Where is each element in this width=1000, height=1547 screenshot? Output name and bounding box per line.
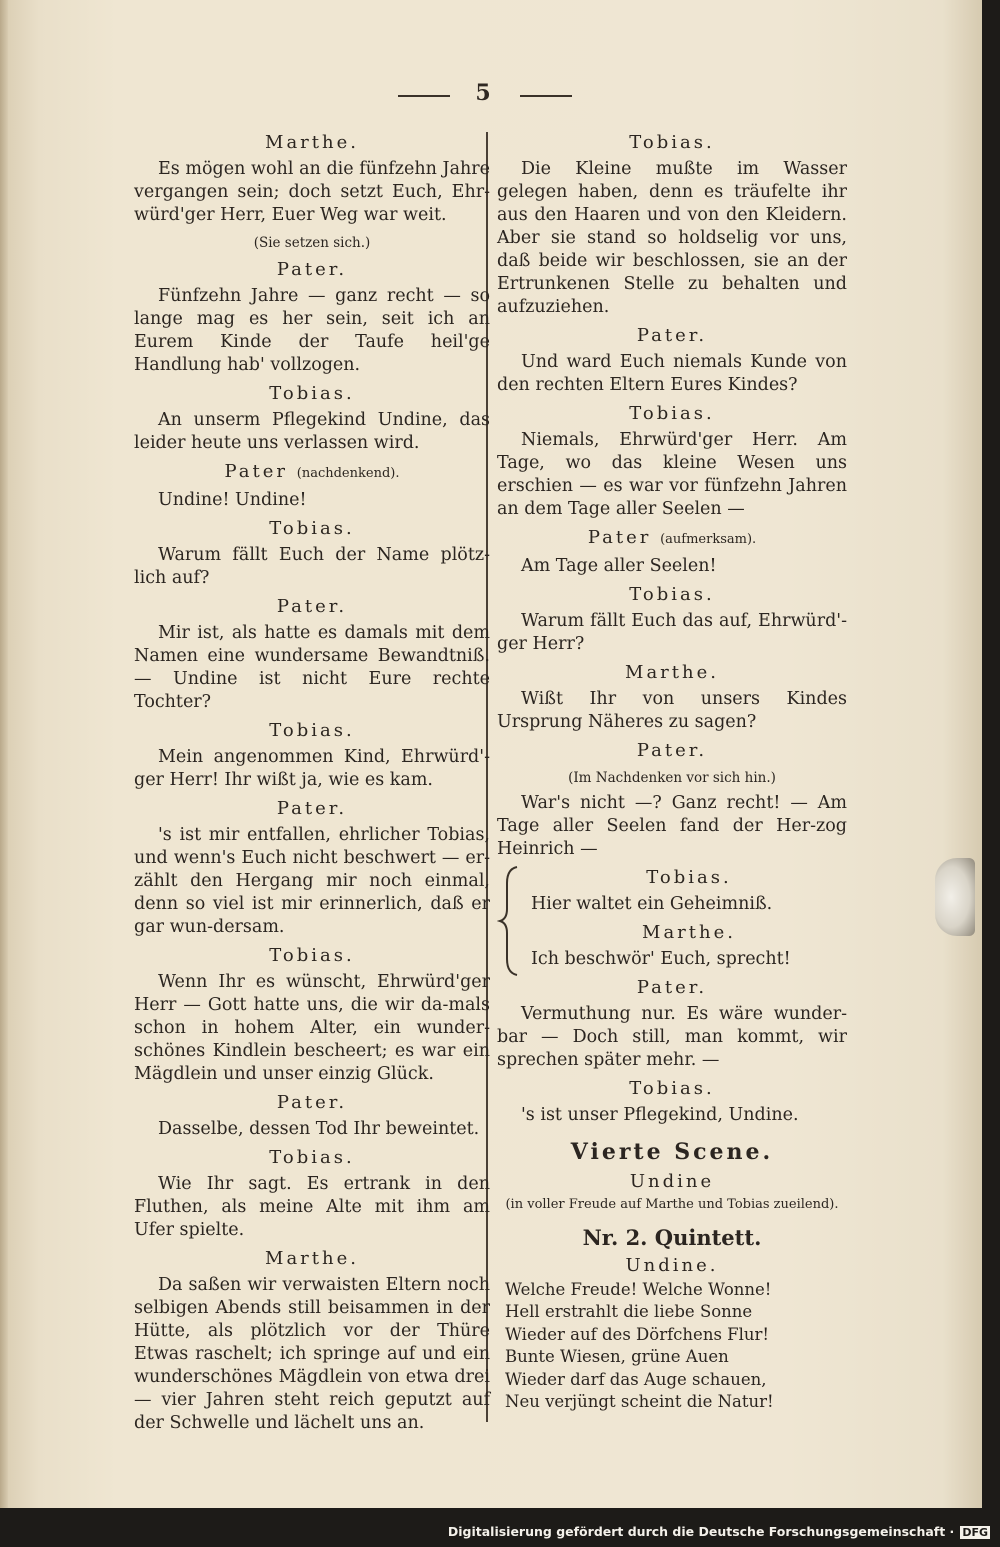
speaker-label: Pater [587,527,652,548]
speaker-name [497,130,847,156]
right-column [497,128,847,1413]
dialogue-line: Fünfzehn Jahre — ganz recht — so lange mag es her sein, seit ich an Eurem Kinde der Taufe heil'ge Handlung hab' vollzogen. [134,286,490,375]
dialogue-line: Dasselbe, dessen Tod Ihr beweintet. [158,1119,480,1139]
footer-text: Digitalisierung gefördert durch die Deutsche Forschungsgemeinschaft · [447,1524,955,1539]
stage-direction: (Sie setzen sich.) [253,235,371,251]
scene-direction: (in voller Freude auf Marthe und Tobias zueilend). [505,1197,839,1212]
dialogue-line: Da saßen wir verwaisten Eltern noch selbigen Abends still beisammen in der Hütte, als plötzlich vor der Thüre Etwas raschelt; ich springe auf und ein wunderschönes Mägdlein von etwa drei — vier Jahren steht reich geputzt auf der Schwelle und lächelt uns an. [134,1275,490,1433]
dfg-logo: DFG [962,1526,988,1539]
speaker-name [134,459,490,487]
page-header [0,80,982,110]
speaker-name [497,975,847,1001]
dialogue-line: War's nicht —? Ganz recht! — Am Tage aller Seelen fand der Her-zog Heinrich — [497,793,847,859]
verse-line: Bunte Wiesen, grüne Auen [505,1347,729,1367]
singer-name: Undine. [625,1255,719,1276]
speaker-label: Tobias. [269,945,355,966]
speaker-name [134,796,490,822]
speaker-name [497,401,847,427]
dialogue-line: Wißt Ihr von unsers Kindes Ursprung Näheres zu sagen? [497,689,847,732]
scene-title: Vierte Scene. [570,1139,774,1165]
speaker-label: Pater. [276,596,348,617]
dialogue-line: 's ist mir entfallen, ehrlicher Tobias, und wenn's Euch nicht beschwert — er-zählt den Hergang mir noch einmal, denn so viel ist mir erinnerlich, daß er gar wun-dersam. [134,825,490,937]
left-column [134,128,490,1439]
speaker-name [531,920,847,946]
speaker-name [497,738,847,764]
dialogue-line: Wie Ihr sagt. Es ertrank in den Fluthen, als meine Alte mit ihm am Ufer spielte. [134,1174,490,1240]
speaker-direction: (aufmerksam). [660,532,757,547]
speaker-label: Tobias. [629,584,715,605]
header-rule-left [398,95,450,97]
dialogue-line: Und ward Euch niemals Kunde von den rechten Eltern Eures Kindes? [497,352,847,395]
scene-character: Undine [629,1171,715,1192]
speaker-name [531,865,847,891]
dialogue-line: Ich beschwör' Euch, sprecht! [531,949,791,969]
speaker-label: Marthe. [265,1248,359,1269]
dialogue-line: Undine! Undine! [158,490,307,510]
speaker-label: Tobias. [646,867,732,888]
speaker-label: Tobias. [629,1078,715,1099]
speaker-label: Tobias. [269,383,355,404]
verse-line: Hell erstrahlt die liebe Sonne [505,1302,753,1322]
speaker-label: Pater. [276,798,348,819]
speaker-name [134,381,490,407]
verse-line: Wieder darf das Auge schauen, [505,1369,767,1389]
simultaneous-speech-block [497,865,847,971]
speaker-label: Tobias. [269,1147,355,1168]
page-gutter-shadow [0,0,8,1508]
speaker-name [497,1076,847,1102]
dialogue-line: Mir ist, als hatte es damals mit dem Namen eine wundersame Bewandtniß. — Undine ist nicht Eure rechte Tochter? [134,623,490,712]
speaker-label: Tobias. [629,403,715,424]
speaker-label: Pater. [636,977,708,998]
speaker-label: Pater. [276,259,348,280]
speaker-name [134,257,490,283]
dialogue-line: An unserm Pflegekind Undine, das leider heute uns verlassen wird. [134,410,490,453]
dialogue-line: Warum fällt Euch der Name plötz-lich auf? [134,545,490,588]
speaker-name [134,943,490,969]
dialogue-line: Mein angenommen Kind, Ehrwürd'-ger Herr! Ihr wißt ja, wie es kam. [134,747,490,790]
speaker-name [134,130,490,156]
right-dialogue [497,130,847,861]
dialogue-line: 's ist unser Pflegekind, Undine. [521,1105,799,1125]
page-tab-scrap [935,858,975,936]
speaker-label: Pater. [636,740,708,761]
verse-line: Wieder auf des Dörfchens Flur! [505,1324,770,1344]
dialogue-line: Niemals, Ehrwürd'ger Herr. Am Tage, wo das kleine Wesen uns erschien — es war vor fünfzehn Jahren an dem Tage aller Seelen — [497,430,847,519]
verse-block [497,1279,847,1413]
dialogue-line: Die Kleine mußte im Wasser gelegen haben, denn es träufelte ihr aus den Haaren und von den Kleidern. Aber sie stand so holdselig vor uns, daß beide wir beschlossen, sie an der Ertrunkenen Stelle zu behalten und aufzuziehen. [497,159,847,317]
verse-line: Neu verjüngt scheint die Natur! [505,1392,774,1412]
speaker-label: Pater [224,461,289,482]
speaker-name [497,525,847,553]
speaker-label: Marthe. [265,132,359,153]
verse-line: Welche Freude! Welche Wonne! [505,1280,772,1299]
stage-direction: (Im Nachdenken vor sich hin.) [568,770,776,786]
right-dialogue-continued [497,975,847,1127]
speaker-label: Pater. [276,1092,348,1113]
dialogue-line: Warum fällt Euch das auf, Ehrwürd'-ger Herr? [497,611,847,654]
speaker-name [497,660,847,686]
page-number: 5 [475,80,491,106]
speaker-label: Marthe. [625,662,719,683]
speaker-name [134,516,490,542]
speaker-name [134,1090,490,1116]
speaker-label: Tobias. [269,720,355,741]
speaker-label: Marthe. [642,922,736,943]
scene-heading [497,1137,847,1413]
dialogue-line: Vermuthung nur. Es wäre wunder-bar — Doch still, man kommt, wir sprechen später mehr. — [497,1004,847,1070]
curly-brace-icon [497,865,523,977]
speaker-direction: (nachdenkend). [296,466,400,481]
footer-credit [448,1524,990,1539]
dialogue-line: Wenn Ihr es wünscht, Ehrwürd'ger Herr — Gott hatte uns, die wir da-mals schon in hohem Alter, ein wunder-schönes Kindlein bescheert; es war ein Mägdlein und unser einzig Glück. [134,972,490,1084]
speaker-label: Tobias. [269,518,355,539]
dialogue-line: Es mögen wohl an die fünfzehn Jahre vergangen sein; doch setzt Euch, Ehr-würd'ger Herr, Euer Weg war weit. [134,159,490,225]
speaker-name [134,1145,490,1171]
speaker-name [497,323,847,349]
header-rule-right [520,95,572,97]
dialogue-line: Am Tage aller Seelen! [521,556,717,576]
speaker-name [134,718,490,744]
speaker-name [134,594,490,620]
speaker-label: Pater. [636,325,708,346]
dialogue-line: Hier waltet ein Geheimniß. [531,894,773,914]
speaker-name [134,1246,490,1272]
speaker-label: Tobias. [629,132,715,153]
musical-number-title: Nr. 2. Quintett. [582,1225,762,1250]
speaker-name [497,582,847,608]
brace-dialogue [531,865,847,971]
